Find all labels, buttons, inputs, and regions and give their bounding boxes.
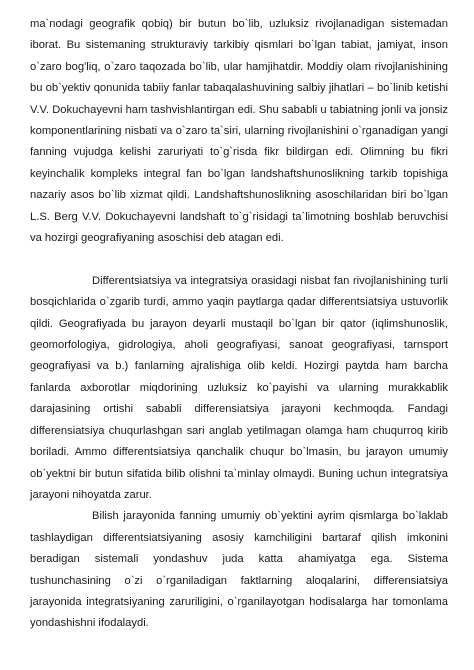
document-page — [30, 14, 448, 635]
paragraph-2: Differentsiatsiya va integratsiya orasidagi nisbat fan rivojlanishining turli bosqichlarida o`zgarib turdi, ammo yaqin paytlarga qadar differentsiatsiya ustuvorlik qildi. Geografiyada bu jarayon deyarli mustaqil bo`lgan bir qator (iqlimshunoslik, geomorfologiya, gidrologiya, aholi geografiyasi, sanoat geografiyasi, tarnsport geografiyasi va b.) fanlarning ajralishiga olib keldi. Hozirgi paytda ham barcha fanlarda axborotlar miqdorining uzluksiz ko`payishi va ularning murakkablik darajasining ortishi sababli differensiatsiya jarayoni kechmoqda. Fandagi differensiatsiya chuqurlashgan sari anglab yetilmagan olamga ham chuqurroq kirib boriladi. Ammo differentsiatsiya qanchalik chuqur bo`lmasin, bu jarayon umumiy ob`yektni bir butun sifatida bilib olishni ta`minlay olmaydi. Buning uchun integratsiya jarayoni nihoyatda zarur. — [30, 274, 448, 501]
paragraph-1: ma`nodagi geografik qobiq) bir butun bo`lib, uzluksiz rivojlanadigan sistemadan iborat. Bu sistemaning strukturaviy tarkibiy qismlari bo`lgan tabiat, jamiyat, inson o`zaro bog'liq, o`zaro taqozada bo`lib, ular hamjihatdir. Moddiy olam rivojlanishining bu ob`yektiv qonunida tabiiy fanlar tabaqalashuvining salbiy jihatlari – bo`linib ketishi V.V. Dokuchayevni ham tashvishlantirgan edi. Shu sababli u tabiatning jonli va jonsiz komponentlarining nisbati va o`zaro ta`siri, ularning rivojlanishini o`rganadigan yangi fanning vujudga kelishi zaruriyati to`g`risda fikr bildirgan edi. Olimning bu fikri keyinchalik kompleks integral fan bo`lgan landshaftshunoslikning tarkib topishiga nazariy asos bo`lib xizmat qildi. Landshaftshunoslikning asoschilaridan biri bo`lgan L.S. Berg V.V. Dokuchayevni landshaft to`g`risidagi ta`limotning boshlab beruvchisi va hozirgi geografiyaning asoschisi deb atagan edi. — [30, 18, 448, 245]
paragraph-3: Bilish jarayonida fanning umumiy ob`yektini ayrim qismlarga bo`laklab tashlaydigan differentsiatsiyaning asosiy kamchiligini bartaraf qilish imkonini beradigan sistemali yondashuv juda katta ahamiyatga ega. Sistema tushunchasining o`zi o`rganiladigan faktlarning aloqalarini, differensiatsiya jarayonida integratsiyaning zaruriligini, o`rganilayotgan hodisalarga har tomonlama yondashishni ifodalaydi. — [30, 510, 448, 630]
